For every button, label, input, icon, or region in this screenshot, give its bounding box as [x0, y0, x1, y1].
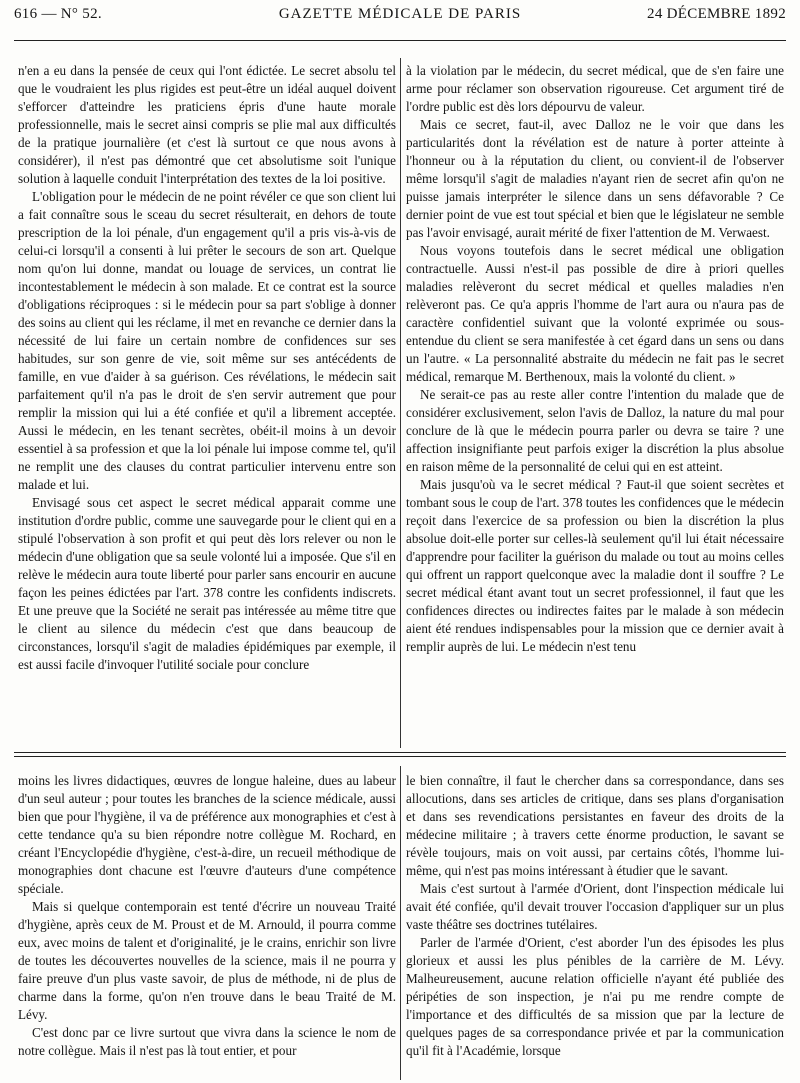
- paragraph: C'est donc par ce livre surtout que vivra dans la science le nom de notre collègue. Mais il n'est pas là tout entier, et pour: [18, 1025, 396, 1058]
- column-divider: [400, 766, 401, 1080]
- paragraph: Mais jusqu'où va le secret médical ? Faut-il que soient secrètes et tombant sous le coup de l'art. 378 toutes les confidences que le médecin reçoit dans l'exercice de sa profession ou bien la discrétion la plus absolue doit-elle porter sur celles-là seulement qu'il lui était nécessaire d'apprendre pour faciliter la guérison du malade ou tout au moins celles qui offrent un rapport quelconque avec la maladie dont il souffre ? Le secret médical étant avant tout un secret professionnel, il faut que les confidences directes ou indirectes faites par le malade à son médecin aient été rendues indispensables pour la mission que ce dernier avait à remplir auprès de lui. Le médecin n'est tenu: [406, 477, 784, 654]
- paragraph: Parler de l'armée d'Orient, c'est aborder l'un des épisodes les plus glorieux et aussi les plus pénibles de la carrière de M. Lévy. Malheureusement, aucune relation officielle n'ayant été publiée des péripéties de son inspection, je n'ai pu me rendre compte de l'importance et des difficultés de sa mission que par la lecture de quelques pages de sa correspondance privée et par la communication qu'il fit à l'Académie, lorsque: [406, 935, 784, 1058]
- issue-date: 24 DÉCEMBRE 1892: [647, 6, 786, 22]
- paragraph: n'en a eu dans la pensée de ceux qui l'ont édictée. Le secret absolu tel que le voudraient les plus rigides est peut-être un idéal auquel doivent s'efforcer d'atteindre les praticiens épris d'une haute morale professionnelle, mais le secret ainsi compris se plie mal aux difficultés de la pratique journalière (et c'est là surtout ce que nous avons à considérer), il n'est pas démontré que cet absolutisme soit l'unique solution à laquelle conduit l'interprétation des textes de la loi positive.: [18, 63, 396, 186]
- paragraph: Mais si quelque contemporain est tenté d'écrire un nouveau Traité d'hygiène, après ceux de M. Proust et de M. Arnould, il pourra comme eux, avec moins de talent et d'originalité, je le crains, enrichir son livre de toutes les découvertes nouvelles de la science, mais il ne pourra y faire preuve d'un plus vaste savoir, de plus de méthode, ni de plus de charme dans la forme, qu'on n'en trouve dans le beau Traité de M. Lévy.: [18, 899, 396, 1022]
- journal-title: GAZETTE MÉDICALE DE PARIS: [278, 6, 522, 22]
- top-right-column: [406, 62, 784, 746]
- bottom-left-column: [18, 772, 396, 1078]
- header-rule: [14, 40, 786, 41]
- top-left-column: [18, 62, 396, 746]
- page-number: 616 — N° 52.: [14, 6, 102, 22]
- paragraph: Mais ce secret, faut-il, avec Dalloz ne le voir que dans les particularités dont la révélation est de nature à porter atteinte à l'honneur ou à la réputation du client, ou convient-il de l'observer même lorsqu'il s'agit de maladies n'ayant rien de secret afin qu'on ne puisse jamais interpréter le silence dans un sens défavorable ? Ce dernier point de vue est tout spécial et bien que le législateur ne semble pas l'avoir envisagé, aurait mérité de fixer l'attention de M. Verwaest.: [406, 117, 784, 240]
- section-rule-lower: [14, 756, 786, 757]
- column-divider: [400, 58, 401, 748]
- paragraph: L'obligation pour le médecin de ne point révéler ce que son client lui a fait connaître sous le sceau du secret résulterait, en dehors de toute prescription de la loi pénale, d'un engagement qu'il a pris vis-à-vis de celui-ci lorsqu'il a consenti à lui prêter le secours de son art. Quelque nom qu'on lui donne, mandat ou louage de services, un contrat lie incontestablement le médecin à son malade. Et ce contrat est la source d'obligations réciproques : si le médecin pour sa part s'oblige à donner des soins au client qui les réclame, il met en revanche ce dernier dans la nécessité de lui faire un certain nombre de confidences sur ses habitudes, sur son genre de vie, soit même sur ses antécédents de famille, en vue d'aider à sa guérison. Ces révélations, le médecin sait parfaitement qu'il n'a pas le droit de s'en servir autrement que pour remplir la mission qui lui a été confiée et qu'il a librement acceptée. Aussi le médecin, en les tenant secrètes, obéit-il moins à un devoir essentiel à sa profession et que la loi pénale lui impose comme tel, qu'il ne remplit une des clauses du contrat particulier intervenu entre son malade et lui.: [18, 189, 396, 492]
- paragraph: Ne serait-ce pas au reste aller contre l'intention du malade que de considérer exclusivement, selon l'avis de Dalloz, la nature du mal pour conclure de là que le médecin pourra parler ou devra se taire ? une affection insignifiante peut parfois exiger la discrétion la plus absolue en raison même de la personnalité de celui qui en est atteint.: [406, 387, 784, 474]
- bottom-right-column: [406, 772, 784, 1078]
- paragraph: Nous voyons toutefois dans le secret médical une obligation contractuelle. Aussi n'est-il pas possible de dire à priori quelles maladies relèveront du secret médical et quelles maladies n'en relèveront pas. Ce qu'a appris l'homme de l'art aura ou n'aura pas de caractère confidentiel suivant que la volonté exprimée ou sous-entendue du client se sera manifestée à cet égard dans un sens ou dans un l'autre. « La personnalité abstraite du médecin ne fait pas le secret médical, remarque M. Berthenoux, mais la volonté du client. »: [406, 243, 784, 384]
- section-rule-upper: [14, 752, 786, 753]
- paragraph: moins les livres didactiques, œuvres de longue haleine, dues au labeur d'un seul auteur ; pour toutes les branches de la science médicale, aussi bien que pour l'hygiène, il va de préférence aux monographies et c'est à cette tendance qu'a su bien répondre notre collègue M. Rochard, en créant l'Encyclopédie d'hygiène, c'est-à-dire, un recueil méthodique de monographies dont chacune est l'œuvre d'auteurs d'une compétence spéciale.: [18, 773, 396, 896]
- paragraph: le bien connaître, il faut le chercher dans sa correspondance, dans ses allocutions, dans ses articles de critique, dans ses plans d'organisation et dans ses revendications persistantes en faveur des droits de la médecine militaire ; à travers cette énorme production, le savant se révèle toujours, mais on voit aussi, par certains côtés, l'homme lui-même, qui n'est pas moins intéressant à étudier que le savant.: [406, 773, 784, 878]
- page-header: [14, 6, 786, 28]
- paragraph: Envisagé sous cet aspect le secret médical apparait comme une institution d'ordre public, comme une sauvegarde pour le client qui en a stipulé l'observation à son profit et qui peut dès lors relever ou non le médecin d'une obligation que sa seule volonté lui a imposée. Que s'il en relève le médecin aura toute liberté pour parler sans encourir en aucune façon les peines édictées par l'art. 378 contre les confidents indiscrets. Et une preuve que la Société ne serait pas intéressée au même titre que le client au silence du médecin c'est que dans beaucoup de circonstances, lorsqu'il s'agit de maladies épidémiques par exemple, il est aussi facile d'invoquer l'utilité sociale pour conclure: [18, 495, 396, 672]
- paragraph: à la violation par le médecin, du secret médical, que de s'en faire une arme pour réclamer son observation rigoureuse. Cet argument tiré de l'ordre public est dès lors dépourvu de valeur.: [406, 63, 784, 114]
- paragraph: Mais c'est surtout à l'armée d'Orient, dont l'inspection médicale lui avait été confiée, qu'il devait trouver l'occasion d'appliquer sur un plus vaste théâtre ses doctrines tutélaires.: [406, 881, 784, 932]
